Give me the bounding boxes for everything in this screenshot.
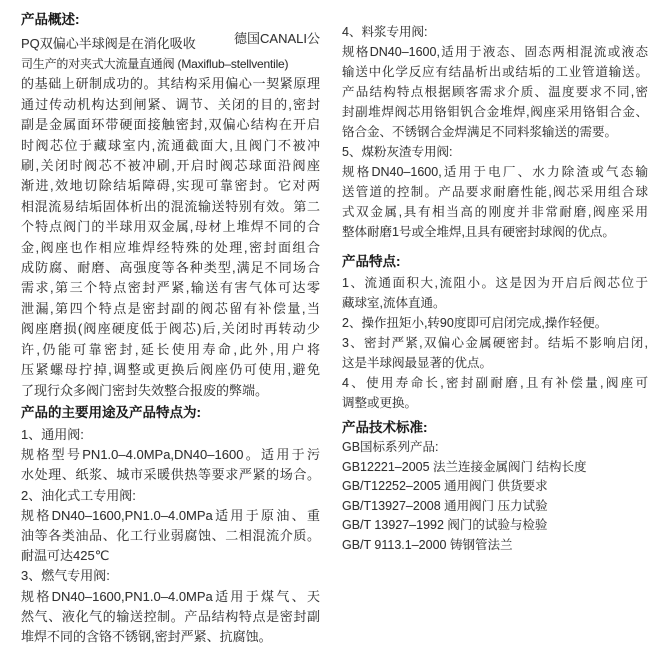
text-line: 然气、液化气的输送控制。产品结构特点是密封副 <box>21 608 320 624</box>
text-line: GB/T12252–2005 通用阀门 供货要求 <box>342 479 548 493</box>
text-line: 产品结构特点根据顾客需求介质、温度要求不同,密 <box>342 85 648 99</box>
text-line: 通过传动机构达到闸紧、调节、关闭的目的,密封 <box>21 96 320 112</box>
text-line: 司生产的对夹式大流量直通阀 (Maxiflub–stellventile) <box>21 57 289 71</box>
text-line: 需求,第三个特点密封严紧,输送有害气体可达零 <box>21 280 320 296</box>
standards-list <box>342 438 648 555</box>
text-line: 阀座磨损(阀座硬度低于阀芯)后,关闭时再转动少 <box>21 321 320 337</box>
text-line: GB12221–2005 法兰连接金属阀门 结构长度 <box>342 459 587 474</box>
text-line: GB国标系列产品: <box>342 440 439 454</box>
text-line: 成防腐、耐磨、高强度等各种类型,满足不同场合 <box>21 260 320 276</box>
text-line: 油等各类油品、化工行业弱腐蚀、二相混流介质。 <box>21 527 320 543</box>
text-line: 个特点阀门的半球用双金属,母材上堆焊不同的合 <box>21 219 320 235</box>
text-line: 封副堆焊阀芯用铬钼钒合金堆焊,阀座采用铬钼合金、 <box>342 105 648 119</box>
valve-types-list <box>342 22 648 242</box>
overview-heading: 产品概述: <box>21 12 80 27</box>
text-line: 规格DN40–1600,适用于液态、固态两相混流或液态 <box>342 45 648 59</box>
text-line: 副是金属面环带硬面接触密封,双偏心结构在开启 <box>21 117 320 133</box>
text-line: 送管道的控制。产品要求耐磨性能,阀芯采用组合球 <box>342 185 648 199</box>
standards-heading: 产品技术标准: <box>342 420 428 435</box>
overview-first-line <box>21 31 320 54</box>
text-line: 5、煤粉灰渣专用阀: <box>342 145 453 159</box>
text-line: 金,阀座也作相应堆焊经特殊的处理,密封面组合 <box>21 239 320 255</box>
text-line: 藏球室,流体直通。 <box>342 296 446 310</box>
text-line: GB/T 9113.1–2000 铸钢管法兰 <box>342 537 513 552</box>
text-line: 了现行众多阀门密封失效整合报废的弊端。 <box>21 382 269 398</box>
text-line: 渐进,效地切除结垢障碍,实现可靠密封。它对两 <box>21 178 320 194</box>
text-line: 2、油化式工专用阀: <box>21 487 136 503</box>
overview-first-line-left: PQ双偏心半球阀是在消化吸收 <box>21 36 196 51</box>
features-heading: 产品特点: <box>342 254 401 269</box>
left-column <box>21 10 320 642</box>
text-line: 铬合金、不锈钢合金焊满足不同料浆输送的需要。 <box>342 125 618 139</box>
text-line: 整体耐磨1号或全堆焊,且具有硬密封球阀的优点。 <box>342 225 615 239</box>
text-line: 1、通用阀: <box>21 426 84 442</box>
text-line: 泄漏,第四个特点是密封副的阀芯留有补偿量,当 <box>21 300 320 316</box>
text-line: GB/T13927–2008 通用阀门 压力试验 <box>342 498 548 513</box>
text-line: 式双金属,具有相当高的刚度并非常耐磨,阀座采用 <box>342 205 648 219</box>
usage-heading: 产品的主要用途及产品特点为: <box>21 404 201 420</box>
text-line: GB/T 13927–1992 阀门的试验与检验 <box>342 518 548 532</box>
text-line: 压紧螺母拧掉,调整或更换后阀座仍可使用,避免 <box>21 362 320 378</box>
text-line: 堆焊不同的含铬不锈钢,密封严紧、抗腐蚀。 <box>21 628 272 644</box>
text-line: 3、密封严紧,双偏心金属硬密封。结垢不影响启闭, <box>342 336 648 350</box>
text-line: 1、流通面积大,流阻小。这是因为开启后阀芯位于 <box>342 276 648 290</box>
text-line: 许,仍能可靠密封,延长使用寿命,此外,用户将 <box>21 341 320 357</box>
text-line: 调整或更换。 <box>342 396 418 410</box>
overview-paragraph <box>21 54 320 401</box>
text-line: 规格型号PN1.0–4.0MPa,DN40–1600。适用于污 <box>21 447 320 463</box>
text-line: 规格DN40–1600,适用于电厂、水力除渣或气态输 <box>342 165 648 179</box>
text-line: 时阀芯位于藏球室内,流通截面大,且阀门不被冲 <box>21 137 320 153</box>
text-line: 刷,关闭时阀芯不被冲刷,开启时阀芯球面沿阀座 <box>21 158 320 174</box>
text-line: 相混流易结垢固体析出的混流输送特别有效。第二 <box>21 198 320 214</box>
text-line: 4、料浆专用阀: <box>342 25 428 39</box>
text-line: 输送中化学反应有结晶析出或结垢的工业管道输送。 <box>342 65 648 79</box>
text-line: 规格DN40–1600,PN1.0–4.0MPa适用于原油、重 <box>21 507 320 523</box>
right-column <box>342 10 648 642</box>
usage-list <box>21 425 320 647</box>
text-line: 耐温可达425℃ <box>21 548 110 564</box>
text-line: 3、燃气专用阀: <box>21 568 110 584</box>
text-line: 的基础上研制成功的。其结构采用偏心一契紧原理 <box>21 76 320 92</box>
text-line: 规格DN40–1600,PN1.0–4.0MPa适用于煤气、天 <box>21 588 320 604</box>
features-list <box>342 273 648 413</box>
text-line: 4、使用寿命长,密封副耐磨,且有补偿量,阀座可 <box>342 376 648 390</box>
overview-first-line-right: 德国CANALI公 <box>234 31 320 46</box>
text-line: 这是半球阀最显著的优点。 <box>342 356 493 370</box>
text-line: 水处理、纸浆、城市采暖供热等要求严紧的场合。 <box>21 467 320 483</box>
text-line: 2、操作扭矩小,转90度即可启闭完成,操作轻便。 <box>342 316 608 330</box>
